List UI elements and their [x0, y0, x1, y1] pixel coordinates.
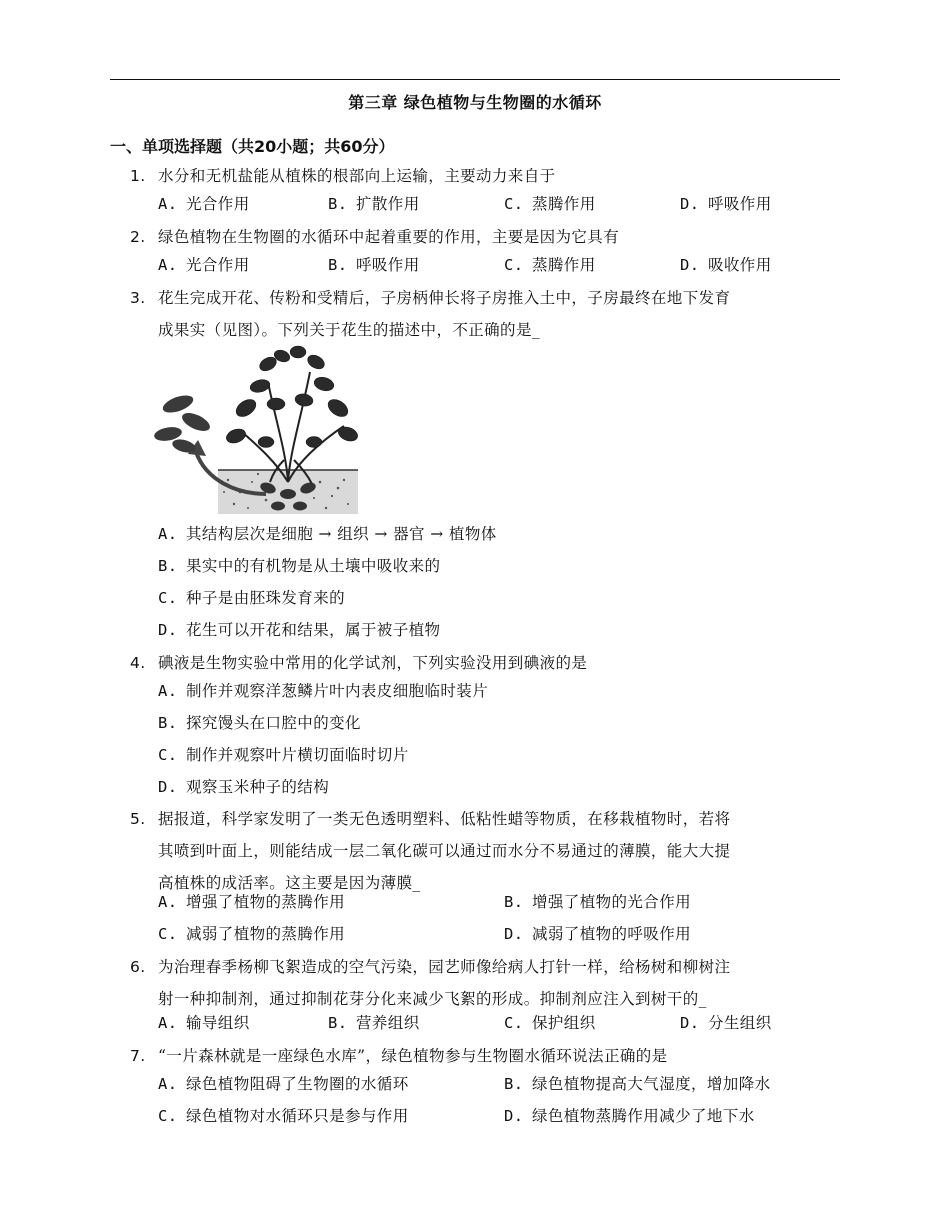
page-title: 第三章 绿色植物与生物圈的水循环 — [348, 93, 602, 112]
option-a[interactable] — [158, 1068, 409, 1100]
option-letter: B. — [158, 557, 178, 575]
option-letter: C. — [158, 589, 178, 607]
option-letter: B. — [504, 1075, 524, 1093]
option-d[interactable] — [158, 771, 329, 803]
option-text: 绿色植物阻碍了生物圈的水循环 — [186, 1075, 409, 1093]
option-d[interactable] — [680, 249, 772, 281]
option-text: 制作并观察叶片横切面临时切片 — [186, 746, 409, 764]
option-text: 营养组织 — [356, 1014, 420, 1032]
option-text: 减弱了植物的呼吸作用 — [532, 925, 692, 943]
question-text-line-2: 射一种抑制剂，通过抑制花芽分化来减少飞絮的形成。抑制剂应注入到树干的_ — [158, 990, 707, 1008]
option-text: 增强了植物的蒸腾作用 — [186, 893, 346, 911]
option-letter: C. — [158, 1107, 178, 1125]
option-d[interactable] — [504, 918, 691, 950]
question-5 — [130, 803, 842, 899]
option-a[interactable] — [158, 1007, 250, 1039]
option-text: 光合作用 — [186, 195, 250, 213]
option-c[interactable] — [504, 1007, 596, 1039]
option-text: 绿色植物提高大气湿度，增加降水 — [532, 1075, 771, 1093]
option-b[interactable] — [328, 1007, 420, 1039]
question-text-line-1: 花生完成开花、传粉和受精后，子房柄伸长将子房推入土中，子房最终在地下发育 — [158, 289, 731, 307]
option-text: 蒸腾作用 — [532, 195, 596, 213]
header-rule — [110, 79, 840, 80]
option-letter: C. — [158, 746, 178, 764]
option-text: 吸收作用 — [708, 256, 772, 274]
peanut-pods — [153, 392, 212, 455]
option-c[interactable] — [158, 1100, 409, 1132]
option-letter: A. — [158, 525, 178, 543]
question-text: “一片森林就是一座绿色水库”，绿色植物参与生物圈水循环说法正确的是 — [158, 1047, 668, 1065]
option-letter: D. — [680, 256, 700, 274]
option-letter: C. — [504, 256, 524, 274]
option-letter: B. — [328, 256, 348, 274]
option-text: 绿色植物蒸腾作用减少了地下水 — [532, 1107, 755, 1125]
plant-leaves — [224, 346, 359, 448]
option-letter: A. — [158, 256, 178, 274]
option-d[interactable] — [680, 1007, 772, 1039]
option-letter: C. — [158, 925, 178, 943]
question-text-line-3: 高植株的成活率。这主要是因为薄膜_ — [158, 874, 421, 892]
option-text: 分生组织 — [708, 1014, 772, 1032]
option-letter: C. — [504, 1014, 524, 1032]
option-b[interactable] — [504, 886, 691, 918]
option-text: 减弱了植物的蒸腾作用 — [186, 925, 346, 943]
option-text: 光合作用 — [186, 256, 250, 274]
option-a[interactable] — [158, 249, 250, 281]
question-number: 4. — [130, 654, 146, 672]
option-letter: D. — [680, 1014, 700, 1032]
option-text: 扩散作用 — [356, 195, 420, 213]
option-text: 保护组织 — [532, 1014, 596, 1032]
option-text: 增强了植物的光合作用 — [532, 893, 692, 911]
option-d[interactable] — [504, 1100, 755, 1132]
option-text: 花生可以开花和结果，属于被子植物 — [186, 621, 441, 639]
option-c[interactable] — [158, 582, 345, 614]
option-letter: D. — [680, 195, 700, 213]
question-6 — [130, 951, 842, 1015]
question-number: 6. — [130, 958, 146, 976]
option-b[interactable] — [504, 1068, 771, 1100]
option-text: 呼吸作用 — [356, 256, 420, 274]
option-text: 其结构层次是细胞 → 组织 → 器官 → 植物体 — [186, 525, 497, 543]
question-number: 2. — [130, 228, 146, 246]
question-text-line-2: 成果实（见图）。下列关于花生的描述中，不正确的是_ — [158, 321, 541, 339]
option-letter: A. — [158, 1014, 178, 1032]
option-letter: B. — [504, 893, 524, 911]
section-title: 一、单项选择题（共20小题；共60分） — [110, 137, 395, 156]
option-b[interactable] — [328, 249, 420, 281]
option-letter: B. — [328, 195, 348, 213]
option-letter: D. — [504, 925, 524, 943]
question-text: 水分和无机盐能从植株的根部向上运输，主要动力来自于 — [158, 167, 556, 185]
option-letter: A. — [158, 893, 178, 911]
option-a[interactable] — [158, 518, 497, 550]
option-text: 种子是由胚珠发育来的 — [186, 589, 346, 607]
option-letter: B. — [158, 714, 178, 732]
option-text: 蒸腾作用 — [532, 256, 596, 274]
option-text: 探究馒头在口腔中的变化 — [186, 714, 361, 732]
option-c[interactable] — [504, 249, 596, 281]
option-c[interactable] — [504, 188, 596, 220]
option-letter: D. — [158, 621, 178, 639]
option-letter: A. — [158, 1075, 178, 1093]
option-text: 果实中的有机物是从土壤中吸收来的 — [186, 557, 441, 575]
option-a[interactable] — [158, 886, 345, 918]
option-text: 制作并观察洋葱鳞片叶内表皮细胞临时装片 — [186, 682, 489, 700]
option-b[interactable] — [158, 707, 361, 739]
question-number: 1. — [130, 167, 146, 185]
question-text-line-1: 为治理春季杨柳飞絮造成的空气污染，园艺师像给病人打针一样，给杨树和柳树注 — [158, 958, 731, 976]
option-a[interactable] — [158, 675, 488, 707]
question-text: 绿色植物在生物圈的水循环中起着重要的作用，主要是因为它具有 — [158, 228, 620, 246]
option-letter: A. — [158, 195, 178, 213]
option-a[interactable] — [158, 188, 250, 220]
option-letter: A. — [158, 682, 178, 700]
question-text: 碘液是生物实验中常用的化学试剂，下列实验没用到碘液的是 — [158, 654, 588, 672]
question-number: 5. — [130, 810, 146, 828]
question-text-line-1: 据报道，科学家发明了一类无色透明塑料、低粘性蜡等物质，在移栽植物时，若将 — [158, 810, 731, 828]
option-letter: D. — [158, 778, 178, 796]
option-text: 呼吸作用 — [708, 195, 772, 213]
option-letter: B. — [328, 1014, 348, 1032]
option-letter: C. — [504, 195, 524, 213]
peanut-plant-figure — [148, 342, 360, 516]
question-number: 7. — [130, 1047, 146, 1065]
question-number: 3. — [130, 289, 146, 307]
question-text-line-2: 其喷到叶面上，则能结成一层二氧化碳可以通过而水分不易通过的薄膜，能大大提 — [158, 842, 731, 860]
option-text: 观察玉米种子的结构 — [186, 778, 330, 796]
option-c[interactable] — [158, 918, 345, 950]
option-d[interactable] — [680, 188, 772, 220]
option-c[interactable] — [158, 739, 409, 771]
option-d[interactable] — [158, 614, 440, 646]
option-letter: D. — [504, 1107, 524, 1125]
option-text: 输导组织 — [186, 1014, 250, 1032]
question-3 — [130, 282, 842, 346]
option-b[interactable] — [158, 550, 440, 582]
option-b[interactable] — [328, 188, 420, 220]
option-text: 绿色植物对水循环只是参与作用 — [186, 1107, 409, 1125]
